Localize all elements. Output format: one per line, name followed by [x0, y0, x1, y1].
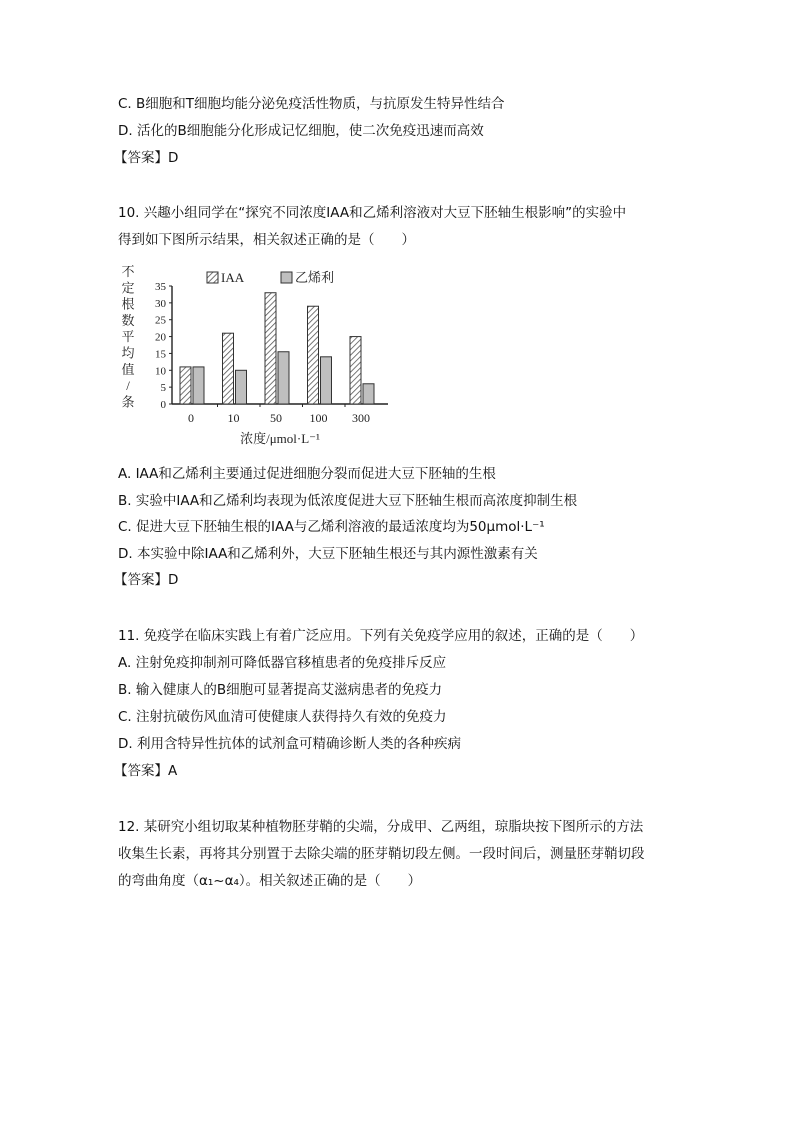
q10-stem-line1: 10. 兴趣小组同学在“探究不同浓度IAA和乙烯利溶液对大豆下胚轴生根影响”的实验中 [118, 205, 627, 221]
q9-option-d: D. 活化的B细胞能分化形成记忆细胞，使二次免疫迅速而高效 [118, 123, 484, 139]
y-tick-label: 0 [160, 399, 166, 411]
y-tick-label: 30 [155, 297, 166, 310]
bar-ethephon [236, 370, 247, 404]
q11-answer: 【答案】A [114, 763, 178, 779]
x-tick-label: 100 [309, 411, 328, 425]
y-axis-label-char: 值 [121, 361, 135, 377]
x-axis-label: 浓度/μmol·L⁻¹ [240, 431, 320, 446]
y-tick-label: 25 [155, 314, 166, 327]
q10-stem-line2: 得到如下图所示结果，相关叙述正确的是（ ） [118, 232, 415, 248]
q11-option-c: C. 注射抗破伤风血清可使健康人获得持久有效的免疫力 [118, 709, 447, 725]
y-axis-label-char: 平 [121, 329, 135, 345]
y-tick-label: 15 [155, 348, 166, 361]
y-axis-label-char: 定 [121, 280, 135, 296]
bar-iaa [223, 333, 234, 404]
q11-option-a: A. 注射免疫抑制剂可降低器官移植患者的免疫排斥反应 [118, 655, 447, 671]
y-axis-label-char: 均 [121, 345, 135, 361]
bar-ethephon [193, 367, 204, 404]
q11-stem: 11. 免疫学在临床实践上有着广泛应用。下列有关免疫学应用的叙述，正确的是（ ） [118, 628, 644, 644]
q9-option-c: C. B细胞和T细胞均能分泌免疫活性物质，与抗原发生特异性结合 [118, 96, 505, 112]
q12-stem-line1: 12. 某研究小组切取某种植物胚芽鞘的尖端，分成甲、乙两组，琼脂块按下图所示的方法 [118, 819, 644, 835]
x-tick-label: 0 [188, 411, 194, 425]
y-axis-label-char: 数 [121, 312, 135, 328]
legend-swatch-iaa [207, 272, 218, 283]
y-tick-label: 35 [155, 281, 166, 293]
bar-iaa [180, 367, 191, 404]
q11-option-d: D. 利用含特异性抗体的试剂盒可精确诊断人类的各种疾病 [118, 736, 461, 752]
y-axis-label-char: 不 [121, 264, 135, 279]
legend-label-iaa: IAA [221, 270, 245, 285]
legend-label-ethephon: 乙烯利 [295, 270, 335, 285]
q10-option-d: D. 本实验中除IAA和乙烯利外，大豆下胚轴生根还与其内源性激素有关 [118, 546, 538, 562]
y-axis-label-char: 条 [121, 394, 135, 410]
bar-ethephon [278, 352, 289, 404]
q9-answer: 【答案】D [114, 150, 179, 166]
q10-option-b: B. 实验中IAA和乙烯利均表现为低浓度促进大豆下胚轴生根而高浓度抑制生根 [118, 493, 578, 509]
bar-iaa [350, 337, 361, 404]
q12-stem-line2: 收集生长素，再将其分别置于去除尖端的胚芽鞘切段左侧。一段时间后，测量胚芽鞘切段 [118, 846, 645, 862]
bar-iaa [308, 306, 319, 404]
q10-answer: 【答案】D [114, 572, 179, 588]
y-axis-label-char: / [126, 378, 130, 394]
x-tick-label: 10 [227, 411, 240, 425]
q10-option-a: A. IAA和乙烯利主要通过促进细胞分裂而促进大豆下胚轴的生根 [118, 466, 496, 482]
bar-iaa [265, 293, 276, 404]
y-axis-label-char: 根 [121, 296, 135, 312]
y-tick-label: 5 [160, 382, 166, 395]
x-tick-label: 50 [270, 411, 282, 425]
q10-bar-chart [115, 262, 395, 452]
bar-ethephon [321, 357, 332, 404]
legend-swatch-ethephon [281, 272, 292, 283]
q10-option-c: C. 促进大豆下胚轴生根的IAA与乙烯利溶液的最适浓度均为50μmol·L⁻¹ [118, 519, 545, 535]
y-tick-label: 20 [155, 331, 166, 344]
q12-stem-line3: 的弯曲角度（α₁~α₄）。相关叙述正确的是（ ） [118, 873, 422, 889]
x-tick-label: 300 [352, 411, 370, 425]
y-tick-label: 10 [155, 365, 166, 378]
q11-option-b: B. 输入健康人的B细胞可显著提高艾滋病患者的免疫力 [118, 682, 443, 698]
bar-ethephon [363, 384, 374, 404]
